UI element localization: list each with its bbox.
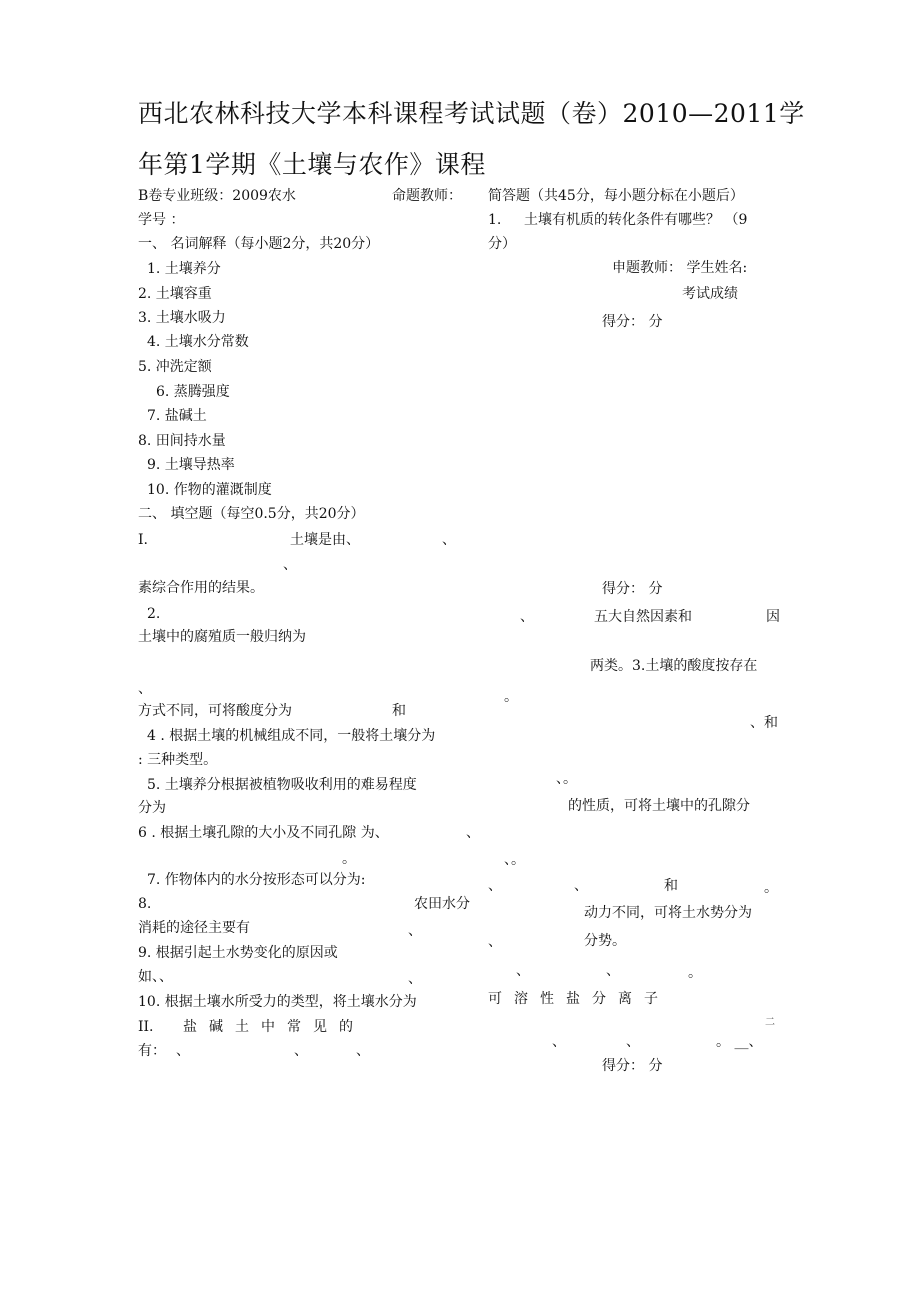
term-item: 9. 土壤导热率 bbox=[147, 457, 235, 473]
section3-heading: 简答题（共45分，每小题分标在小题后） bbox=[488, 188, 744, 204]
q1-number: I. bbox=[138, 532, 148, 548]
q1-text: 土壤是由、 bbox=[290, 532, 360, 548]
q1-right-mark: 、 bbox=[520, 609, 534, 625]
q5-ending: 分为 bbox=[138, 800, 166, 816]
term-item: 3. 土壤水吸力 bbox=[138, 310, 226, 326]
reviewer-student-name: 申题教师： 学生姓名: bbox=[612, 260, 748, 276]
term-item: 8. 田间持水量 bbox=[138, 433, 226, 449]
q11-number: II. bbox=[138, 1019, 154, 1035]
term-item: 5. 冲洗定额 bbox=[138, 359, 212, 375]
q11-right-end: 。 __、 bbox=[716, 1034, 763, 1050]
q5-marks: 、。 bbox=[556, 771, 577, 787]
q2-mark: 、 bbox=[138, 681, 152, 697]
q9-right-mark: 、 bbox=[488, 934, 502, 950]
q4-text: 4 . 根据土壤的机械组成不同，一般将土壤分为 bbox=[147, 728, 436, 744]
q7-mark: 、 bbox=[488, 878, 502, 894]
q3-and-right: 、和 bbox=[750, 715, 778, 731]
exam-score-label: 考试成绩 bbox=[682, 286, 738, 302]
term-item: 1. 土壤养分 bbox=[147, 261, 221, 277]
q2-text: 土壤中的腐殖质一般归纳为 bbox=[138, 629, 306, 645]
q1-mark: 、 bbox=[283, 557, 297, 573]
q9-continued: 如、、 bbox=[138, 969, 173, 985]
soluble-ions-text: 可溶性盐分离子 bbox=[488, 991, 670, 1007]
q11-have: 有： bbox=[138, 1043, 166, 1059]
q6-marks: 、。 bbox=[504, 852, 525, 868]
q8-number: 8. bbox=[138, 896, 152, 912]
q11-right-mark: 、 bbox=[626, 1034, 640, 1050]
q11-text: 盐碱土中常见的 bbox=[183, 1019, 365, 1035]
class-info: B卷专业班级：2009农水 bbox=[138, 188, 296, 204]
term-item: 6. 蒸腾强度 bbox=[156, 384, 230, 400]
q5-text: 5. 土壤养分根据被植物吸收利用的难易程度 bbox=[147, 777, 417, 793]
q8-right: 农田水分 bbox=[414, 896, 470, 912]
q9-mark: 、 bbox=[408, 971, 422, 987]
q7-dot: 。 bbox=[764, 880, 778, 896]
student-id-label: 学号 ： bbox=[138, 212, 185, 228]
q3-and: 和 bbox=[392, 703, 406, 719]
exam-title-line2: 年第1学期《土壤与农作》课程 bbox=[138, 150, 486, 179]
term-item: 2. 土壤容重 bbox=[138, 286, 212, 302]
q11-mark: 、 bbox=[294, 1043, 308, 1059]
q1-ending: 素综合作用的结果。 bbox=[138, 580, 264, 596]
q8-mark: 、 bbox=[408, 923, 422, 939]
score-label: 得分： 分 bbox=[602, 314, 663, 330]
q1-mark: 、 bbox=[442, 532, 456, 548]
q3-text: 方式不同，可将酸度分为 bbox=[138, 703, 292, 719]
q8-text: 消耗的途径主要有 bbox=[138, 920, 250, 936]
term-item: 7. 盐碱土 bbox=[147, 408, 207, 424]
section2-heading: 二、 填空题（每空0.5分，共20分） bbox=[138, 506, 365, 522]
q11-mark: 、 bbox=[356, 1043, 370, 1059]
q10-dot: 。 bbox=[688, 965, 702, 981]
q10-mark: 、 bbox=[606, 963, 620, 979]
proposer-label: 命题教师： bbox=[392, 188, 462, 204]
q11-mark: 、 bbox=[176, 1043, 190, 1059]
score-label: 得分： 分 bbox=[602, 1058, 663, 1074]
five-factors-text: 五大自然因素和 bbox=[594, 609, 692, 625]
q10-text: 10. 根据土壤水所受力的类型，将土壤水分为 bbox=[138, 994, 417, 1010]
q6-text: 6 . 根据土壤孔隙的大小及不同孔隙 为、 bbox=[138, 825, 389, 841]
exam-title-line1: 西北农林科技大学本科课程考试试题（卷）2010—2011学 bbox=[138, 99, 805, 128]
q7-mark: 、 bbox=[574, 878, 588, 894]
q11-small-mark: 二 bbox=[765, 1017, 775, 1028]
q6-mark: 、 bbox=[466, 825, 480, 841]
q6-dot: 。 bbox=[342, 851, 356, 867]
q9-right-text: 动力不同，可将土水势分为 bbox=[584, 905, 752, 921]
term-item: 4. 土壤水分常数 bbox=[147, 334, 249, 350]
section1-heading: 一、 名词解释（每小题2分，共20分） bbox=[138, 236, 380, 252]
sa-q1-continued: 分） bbox=[488, 236, 516, 252]
term-item: 10. 作物的灌溉制度 bbox=[147, 482, 272, 498]
sa-q1-number: 1. bbox=[488, 212, 502, 228]
q7-text: 7. 作物体内的水分按形态可以分为: bbox=[147, 872, 366, 888]
q11-right-mark: 、 bbox=[552, 1034, 566, 1050]
q7-and: 和 bbox=[664, 878, 678, 894]
q2-number: 2. bbox=[147, 606, 161, 622]
q2-q3-text: 两类。3.土壤的酸度按存在 bbox=[590, 658, 758, 674]
score-label: 得分： 分 bbox=[602, 581, 663, 597]
factor-end: 因 bbox=[766, 609, 780, 625]
pore-text: 的性质，可将土壤中的孔隙分 bbox=[568, 798, 750, 814]
q9-right-end: 分势。 bbox=[584, 933, 626, 949]
q3-dot: 。 bbox=[504, 689, 518, 705]
sa-q1-text: 土壤有机质的转化条件有哪些？ （9 bbox=[524, 212, 748, 228]
q4-ending: : 三种类型。 bbox=[138, 752, 218, 768]
q9-text: 9. 根据引起土水势变化的原因或 bbox=[138, 945, 338, 961]
q10-mark: 、 bbox=[516, 963, 530, 979]
